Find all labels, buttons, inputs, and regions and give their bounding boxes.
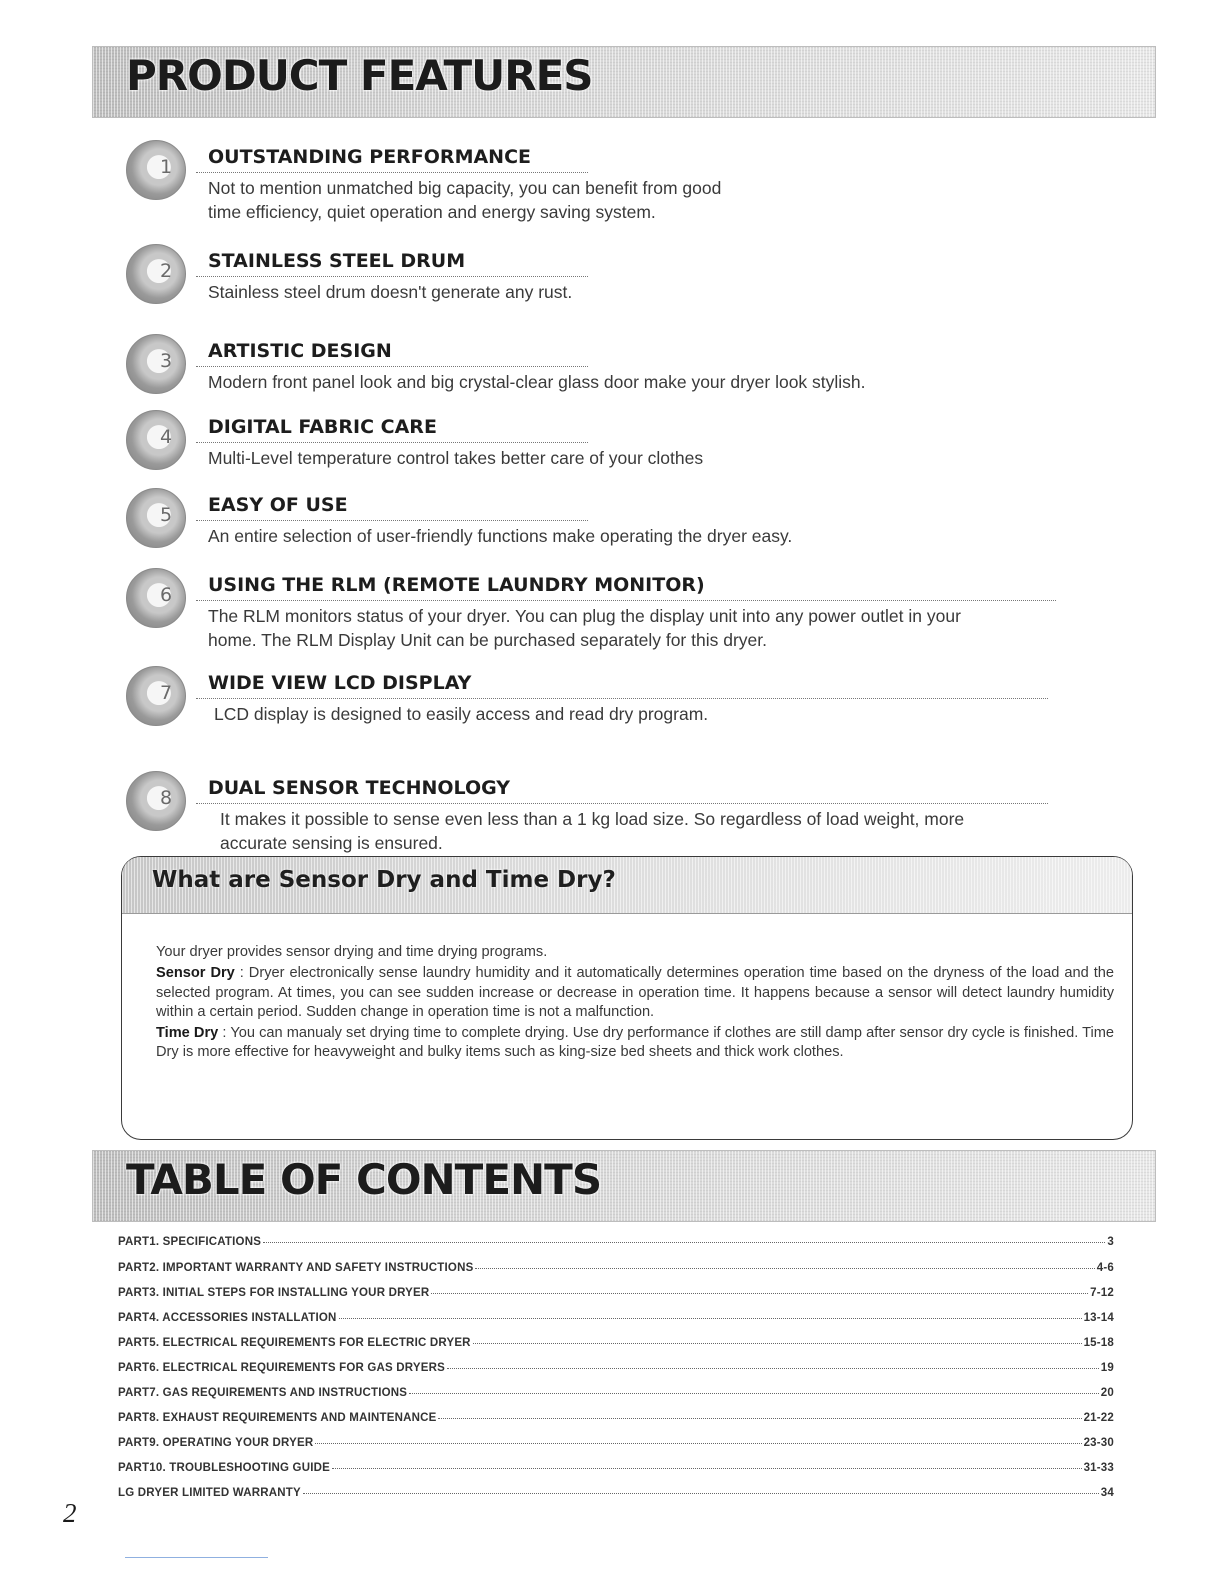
toc-page: 34 bbox=[1100, 1487, 1114, 1499]
feature-divider bbox=[196, 442, 588, 443]
toc-leader bbox=[339, 1318, 1082, 1319]
feature-number: 7 bbox=[159, 682, 173, 704]
toc-entry bbox=[118, 1236, 1114, 1256]
sensor-box-header bbox=[122, 857, 1132, 914]
feature-divider bbox=[196, 698, 1048, 699]
feature-description: LCD display is designed to easily access and read dry program. bbox=[214, 704, 709, 724]
feature-divider bbox=[196, 172, 588, 173]
sensor-dry-paragraph bbox=[156, 964, 1114, 1022]
toc-leader bbox=[473, 1343, 1082, 1344]
feature-divider bbox=[196, 600, 1056, 601]
toc-page: 3 bbox=[1107, 1236, 1114, 1248]
sensor-dry-info-box bbox=[121, 856, 1133, 1140]
feature-divider bbox=[196, 276, 588, 277]
toc-page: 19 bbox=[1100, 1362, 1114, 1374]
feature-item-6 bbox=[126, 568, 1076, 658]
feature-title: ARTISTIC DESIGN bbox=[208, 340, 392, 362]
feature-divider bbox=[196, 366, 588, 367]
feature-title: USING THE RLM (REMOTE LAUNDRY MONITOR) bbox=[208, 574, 705, 596]
toc-page: 4-6 bbox=[1096, 1262, 1114, 1274]
feature-divider bbox=[196, 520, 588, 521]
feature-item-5 bbox=[126, 488, 1076, 558]
feature-description: The RLM monitors status of your dryer. You can plug the display unit into any power outlet in your home. The RLM Display Unit can be purchased separately for this dryer. bbox=[208, 606, 961, 650]
toc-label: PART9. OPERATING YOUR DRYER bbox=[118, 1437, 314, 1449]
sensor-dry-text: : Dryer electronically sense laundry humidity and it automatically determines operation time based on the dryness of the load and the selected program. At times, you can see sudden increase or decrease in operation time. It happens because a sensor will detect laundry humidity within a certain period. Sudden change in operation time is not a malfunction. bbox=[156, 965, 1114, 1020]
feature-item-2 bbox=[126, 244, 1076, 314]
sensor-intro: Your dryer provides sensor drying and time drying programs. bbox=[156, 944, 548, 960]
feature-title: WIDE VIEW LCD DISPLAY bbox=[208, 672, 472, 694]
footer-rule bbox=[125, 1557, 268, 1558]
feature-number: 5 bbox=[159, 504, 173, 526]
feature-title: EASY OF USE bbox=[208, 494, 348, 516]
toc-page: 15-18 bbox=[1083, 1337, 1114, 1349]
feature-item-3 bbox=[126, 334, 1076, 404]
feature-title: OUTSTANDING PERFORMANCE bbox=[208, 146, 531, 168]
feature-title: STAINLESS STEEL DRUM bbox=[208, 250, 466, 272]
toc-page: 21-22 bbox=[1083, 1412, 1114, 1424]
toc-leader bbox=[263, 1242, 1105, 1243]
toc-page: 20 bbox=[1100, 1387, 1114, 1399]
toc-leader bbox=[431, 1293, 1088, 1294]
toc-label: PART3. INITIAL STEPS FOR INSTALLING YOUR DRYER bbox=[118, 1287, 430, 1299]
toc-label: PART1. SPECIFICATIONS bbox=[118, 1236, 262, 1248]
time-dry-label: Time Dry bbox=[156, 1025, 219, 1042]
toc-label: PART5. ELECTRICAL REQUIREMENTS FOR ELECTRIC DRYER bbox=[118, 1337, 471, 1349]
toc-title: TABLE OF CONTENTS bbox=[126, 1155, 602, 1204]
toc-entry bbox=[118, 1362, 1114, 1382]
toc-page: 31-33 bbox=[1083, 1462, 1114, 1474]
feature-item-4 bbox=[126, 410, 1076, 480]
feature-description: Modern front panel look and big crystal-clear glass door make your dryer look stylish. bbox=[208, 372, 866, 392]
toc-label: PART4. ACCESSORIES INSTALLATION bbox=[118, 1312, 337, 1324]
product-features-title: PRODUCT FEATURES bbox=[126, 51, 593, 100]
product-features-banner bbox=[92, 46, 1156, 118]
feature-item-8 bbox=[126, 771, 1076, 861]
feature-description: Multi-Level temperature control takes better care of your clothes bbox=[208, 448, 704, 468]
toc-leader bbox=[438, 1418, 1081, 1419]
toc-label: PART6. ELECTRICAL REQUIREMENTS FOR GAS DRYERS bbox=[118, 1362, 445, 1374]
feature-item-1 bbox=[126, 140, 1076, 230]
toc-leader bbox=[447, 1368, 1099, 1369]
toc-leader bbox=[303, 1493, 1099, 1494]
toc-label: PART2. IMPORTANT WARRANTY AND SAFETY INSTRUCTIONS bbox=[118, 1262, 474, 1274]
feature-title: DIGITAL FABRIC CARE bbox=[208, 416, 437, 438]
feature-description: It makes it possible to sense even less than a 1 kg load size. So regardless of load weight, more accurate sensing is ensured. bbox=[220, 809, 965, 853]
feature-number: 3 bbox=[159, 350, 173, 372]
toc-entry bbox=[118, 1437, 1114, 1457]
toc-entry bbox=[118, 1412, 1114, 1432]
toc-label: PART10. TROUBLESHOOTING GUIDE bbox=[118, 1462, 330, 1474]
feature-description: An entire selection of user-friendly functions make operating the dryer easy. bbox=[208, 526, 793, 546]
toc-label: PART8. EXHAUST REQUIREMENTS AND MAINTENANCE bbox=[118, 1412, 437, 1424]
feature-number: 6 bbox=[159, 584, 173, 606]
toc-entry bbox=[118, 1262, 1114, 1282]
time-dry-paragraph bbox=[156, 1024, 1114, 1063]
sensor-box-body bbox=[156, 943, 1114, 1065]
toc-entry bbox=[118, 1462, 1114, 1482]
toc-leader bbox=[475, 1268, 1094, 1269]
feature-divider bbox=[196, 803, 1048, 804]
toc-page: 7-12 bbox=[1090, 1287, 1114, 1299]
feature-description: Not to mention unmatched big capacity, you can benefit from good time efficiency, quiet operation and energy saving system. bbox=[208, 178, 722, 222]
toc-page: 23-30 bbox=[1083, 1437, 1114, 1449]
toc-entry bbox=[118, 1337, 1114, 1357]
feature-number: 4 bbox=[159, 426, 173, 448]
toc-entry bbox=[118, 1312, 1114, 1332]
feature-number: 2 bbox=[159, 260, 173, 282]
time-dry-text: : You can manualy set drying time to complete drying. Use dry performance if clothes are still damp after sensor dry cycle is finished. Time Dry is more effective for heavyweight and bulky items such as king-size bed sheets and thick work clothes. bbox=[156, 1025, 1115, 1061]
toc-label: PART7. GAS REQUIREMENTS AND INSTRUCTIONS bbox=[118, 1387, 408, 1399]
sensor-dry-label: Sensor Dry bbox=[156, 965, 235, 982]
sensor-box-title: What are Sensor Dry and Time Dry? bbox=[152, 867, 616, 893]
feature-number: 8 bbox=[159, 787, 173, 809]
toc-page: 13-14 bbox=[1083, 1312, 1114, 1324]
toc-entry bbox=[118, 1387, 1114, 1407]
toc-entry bbox=[118, 1487, 1114, 1507]
toc-leader bbox=[332, 1468, 1082, 1469]
toc-label: LG DRYER LIMITED WARRANTY bbox=[118, 1487, 301, 1499]
page-number: 2 bbox=[63, 1498, 77, 1528]
feature-description: Stainless steel drum doesn't generate any rust. bbox=[208, 282, 573, 302]
toc-leader bbox=[315, 1443, 1081, 1444]
toc-entry bbox=[118, 1287, 1114, 1307]
toc-leader bbox=[409, 1393, 1099, 1394]
toc-banner bbox=[92, 1150, 1156, 1222]
feature-title: DUAL SENSOR TECHNOLOGY bbox=[208, 777, 511, 799]
feature-item-7 bbox=[126, 666, 1076, 736]
feature-number: 1 bbox=[159, 156, 173, 178]
